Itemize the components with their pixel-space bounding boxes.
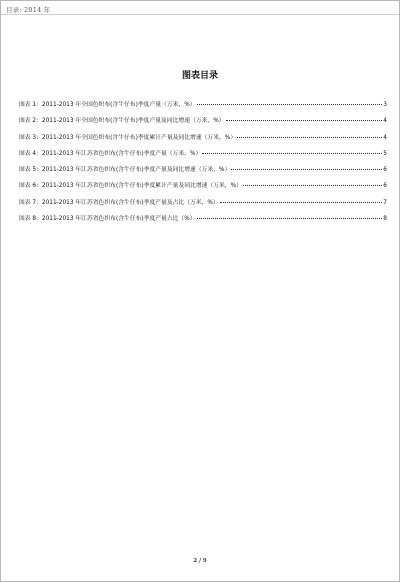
toc-entry[interactable]	[19, 132, 387, 148]
toc-entry[interactable]	[19, 213, 387, 229]
toc-title: 图表目录	[181, 71, 218, 81]
toc-entry[interactable]	[19, 115, 387, 131]
header-divider	[1, 14, 399, 15]
toc-entry-page: 4	[383, 118, 387, 125]
toc-leader-dots	[197, 218, 383, 219]
toc-entry-label: 图表 2：2011-2013 年全国色织布(含牛仔布)季度产量及同比增速（万米，%）	[19, 118, 225, 125]
toc-entry-page: 3	[383, 102, 387, 108]
toc-leader-dots	[237, 137, 382, 138]
toc-leader-dots	[243, 185, 382, 186]
toc-leader-dots	[202, 153, 382, 154]
toc-leader-dots	[231, 169, 382, 170]
toc-entry[interactable]	[19, 197, 387, 213]
toc-entry-page: 4	[383, 134, 387, 141]
toc-entry[interactable]	[19, 164, 387, 180]
toc-entry-label: 图表 6：2011-2013 年江苏省色织布(含牛仔布)季度累计产量及同比增速（万米，%）	[19, 183, 242, 190]
toc-entry-page: 5	[383, 150, 387, 157]
toc-entry-page: 6	[383, 183, 387, 190]
toc-entry-page: 7	[383, 199, 387, 206]
toc-list	[19, 99, 387, 229]
toc-entry-label: 图表 1：2011-2013 年全国色织布(含牛仔布)季度产量（万米，%）	[19, 102, 196, 108]
toc-entry-label: 图表 8：2011-2013 年江苏省色织布(含牛仔布)季度产量占比（%）	[19, 216, 196, 223]
toc-entry-label: 图表 4：2011-2013 年江苏省色织布(含牛仔布)季度产量（万米，%）	[19, 150, 202, 157]
toc-entry-page: 8	[383, 216, 387, 223]
toc-entry[interactable]	[19, 148, 387, 164]
toc-entry[interactable]	[19, 99, 387, 115]
toc-leader-dots	[226, 120, 383, 121]
toc-leader-dots	[197, 104, 383, 105]
toc-entry-label: 图表 5：2011-2013 年江苏省色织布(含牛仔布)季度产量及同比增速（万米，%）	[19, 167, 231, 174]
toc-entry-label: 图表 7：2011-2013 年江苏省色织布(含牛仔布)季度产量及占比（万米，%）	[19, 199, 219, 206]
toc-entry-label: 图表 3：2011-2013 年全国色织布(含牛仔布)季度累计产量及同比增速（万米，%）	[19, 134, 237, 141]
toc-entry[interactable]	[19, 180, 387, 196]
running-header: 目录: 2014 年	[6, 6, 51, 14]
toc-entry-page: 6	[383, 167, 387, 174]
toc-leader-dots	[220, 202, 383, 203]
page-number: 2 / 9	[193, 558, 207, 564]
